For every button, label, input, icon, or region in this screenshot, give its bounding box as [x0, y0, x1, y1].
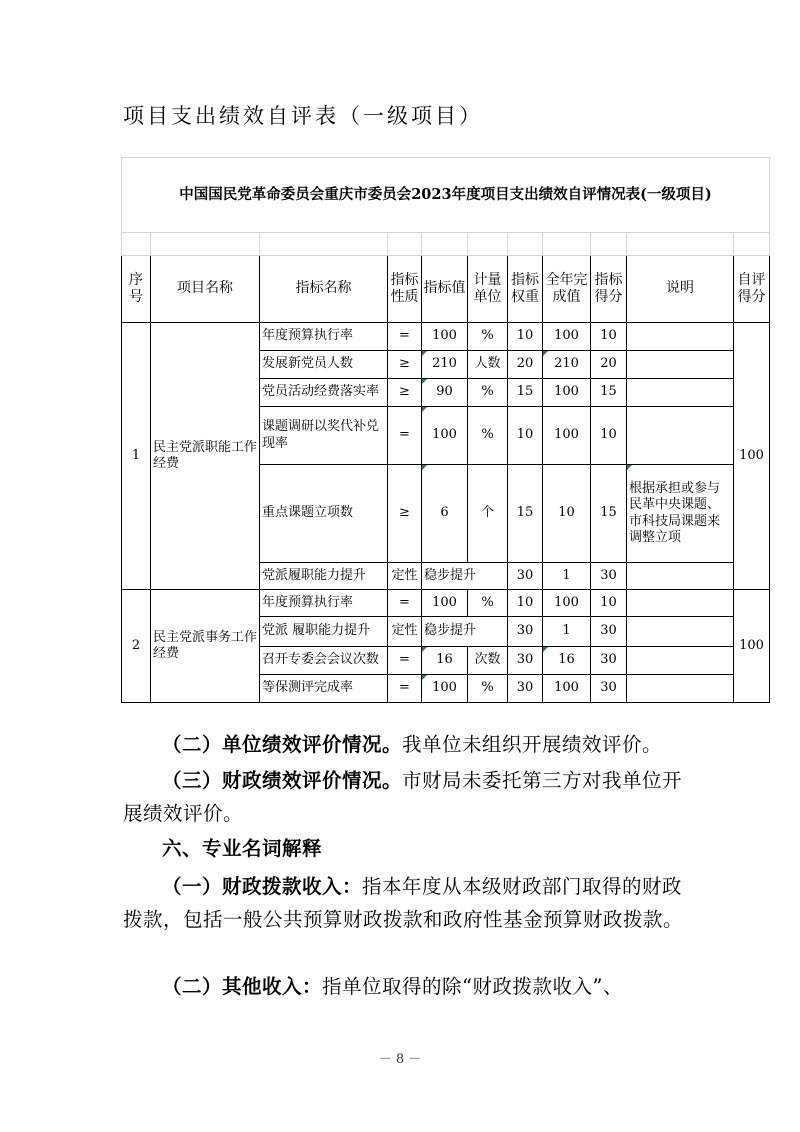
section-heading-text: 六、专业名词解释: [162, 837, 323, 860]
indicator-weight: 30: [508, 647, 543, 675]
document-heading: 项目支出绩效自评表（一级项目）: [123, 104, 483, 128]
paragraph-text: 市财局未委托第三方对我单位开展绩效评价。: [123, 769, 683, 825]
paragraph-text: 指单位取得的除“财政拨款收入”、: [322, 975, 623, 998]
project-seq: 1: [122, 323, 151, 590]
indicator-actual: 10: [543, 465, 591, 563]
indicator-nature: 定性: [388, 617, 422, 647]
indicator-weight: 30: [508, 617, 543, 647]
indicator-unit: %: [468, 675, 508, 703]
indicator-nature: =: [388, 323, 422, 351]
indicator-value: 90: [422, 379, 468, 407]
paragraph-heading: （二）单位绩效评价情况。: [162, 733, 403, 756]
header-actual: 全年完成值: [543, 256, 591, 323]
indicator-unit: %: [468, 407, 508, 465]
indicator-actual: 100: [543, 379, 591, 407]
indicator-score: 10: [591, 323, 627, 351]
table-row: [122, 323, 770, 351]
paragraph-heading: （二）其他收入：: [162, 975, 323, 998]
header-self-score: 自评得分: [734, 256, 770, 323]
paragraph-heading: （一）财政拨款收入：: [162, 875, 363, 898]
indicator-value: 稳步提升: [422, 563, 508, 590]
header-weight: 指标权重: [508, 256, 543, 323]
project-name: 民主党派事务工作经费: [151, 590, 260, 703]
indicator-score: 15: [591, 465, 627, 563]
indicator-unit: %: [468, 379, 508, 407]
indicator-note: [627, 590, 734, 617]
indicator-weight: 10: [508, 590, 543, 617]
header-seq: 序号: [122, 256, 151, 323]
indicator-actual: 1: [543, 563, 591, 590]
indicator-unit: 个: [468, 465, 508, 563]
indicator-score: 30: [591, 563, 627, 590]
header-nature: 指标性质: [388, 256, 422, 323]
paragraph-other-income: [123, 970, 683, 1003]
indicator-actual: 1: [543, 617, 591, 647]
indicator-name: 党派 履职能力提升: [260, 617, 388, 647]
indicator-score: 10: [591, 590, 627, 617]
indicator-unit: 人数: [468, 351, 508, 379]
indicator-name: 党员活动经费落实率: [260, 379, 388, 407]
indicator-actual: 100: [543, 675, 591, 703]
indicator-score: 30: [591, 617, 627, 647]
indicator-note: [627, 351, 734, 379]
indicator-note: [627, 675, 734, 703]
indicator-value: 100: [422, 675, 468, 703]
indicator-actual: 210: [543, 351, 591, 379]
indicator-name: 重点课题立项数: [260, 465, 388, 563]
indicator-value: 100: [422, 590, 468, 617]
indicator-weight: 10: [508, 407, 543, 465]
indicator-nature: ≥: [388, 465, 422, 563]
indicator-value: 稳步提升: [422, 617, 508, 647]
header-value: 指标值: [422, 256, 468, 323]
indicator-actual: 100: [543, 323, 591, 351]
performance-table: [121, 157, 770, 703]
indicator-value: 210: [422, 351, 468, 379]
indicator-note: [627, 617, 734, 647]
indicator-score: 30: [591, 675, 627, 703]
indicator-nature: 定性: [388, 563, 422, 590]
indicator-note: [627, 647, 734, 675]
indicator-unit: %: [468, 590, 508, 617]
header-indicator: 指标名称: [260, 256, 388, 323]
project-self-score: 100: [734, 323, 770, 590]
indicator-name: 年度预算执行率: [260, 323, 388, 351]
indicator-note: 根据承担或参与民革中央课题、市科技局课题来调整立项: [627, 465, 734, 563]
indicator-note: [627, 407, 734, 465]
indicator-unit: %: [468, 323, 508, 351]
table-title: 中国国民党革命委员会重庆市委员会2023年度项目支出绩效自评情况表(一级项目): [122, 158, 770, 233]
blank-row: [122, 233, 770, 256]
header-project: 项目名称: [151, 256, 260, 323]
indicator-nature: ≥: [388, 351, 422, 379]
header-unit: 计量单位: [468, 256, 508, 323]
project-name: 民主党派职能工作经费: [151, 323, 260, 590]
indicator-weight: 10: [508, 323, 543, 351]
project-seq: 2: [122, 590, 151, 703]
paragraph-fiscal-income: [123, 870, 683, 936]
indicator-weight: 15: [508, 379, 543, 407]
header-score: 指标得分: [591, 256, 627, 323]
indicator-actual: 16: [543, 647, 591, 675]
indicator-score: 20: [591, 351, 627, 379]
indicator-score: 10: [591, 407, 627, 465]
indicator-nature: =: [388, 675, 422, 703]
header-note: 说明: [627, 256, 734, 323]
indicator-score: 30: [591, 647, 627, 675]
indicator-actual: 100: [543, 590, 591, 617]
indicator-name: 年度预算执行率: [260, 590, 388, 617]
indicator-name: 等保测评完成率: [260, 675, 388, 703]
table-row: [122, 590, 770, 617]
indicator-value: 16: [422, 647, 468, 675]
indicator-name: 党派履职能力提升: [260, 563, 388, 590]
indicator-weight: 30: [508, 675, 543, 703]
indicator-name: 发展新党员人数: [260, 351, 388, 379]
project-self-score: 100: [734, 590, 770, 703]
indicator-weight: 30: [508, 563, 543, 590]
indicator-note: [627, 379, 734, 407]
indicator-weight: 15: [508, 465, 543, 563]
paragraph-finance-evaluation: [123, 764, 683, 830]
indicator-nature: =: [388, 647, 422, 675]
indicator-note: [627, 323, 734, 351]
indicator-nature: =: [388, 407, 422, 465]
header-row: [122, 256, 770, 323]
indicator-value: 100: [422, 407, 468, 465]
indicator-unit: 次数: [468, 647, 508, 675]
paragraph-text: 指本年度从本级财政部门取得的财政拨款，包括一般公共预算财政拨款和政府性基金预算财政拨款。: [123, 875, 684, 931]
indicator-score: 15: [591, 379, 627, 407]
paragraph-heading: （三）财政绩效评价情况。: [162, 769, 403, 792]
indicator-name: 课题调研以奖代补兑现率: [260, 407, 388, 465]
indicator-name: 召开专委会会议次数: [260, 647, 388, 675]
section-heading: [123, 832, 683, 865]
indicator-actual: 100: [543, 407, 591, 465]
paragraph-text: 我单位未组织开展绩效评价。: [402, 733, 663, 756]
indicator-value: 100: [422, 323, 468, 351]
indicator-value: 6: [422, 465, 468, 563]
paragraph-unit-evaluation: [123, 728, 683, 761]
page-number: － 8 －: [378, 1052, 422, 1067]
indicator-weight: 20: [508, 351, 543, 379]
indicator-note: [627, 563, 734, 590]
indicator-nature: =: [388, 590, 422, 617]
indicator-nature: ≥: [388, 379, 422, 407]
